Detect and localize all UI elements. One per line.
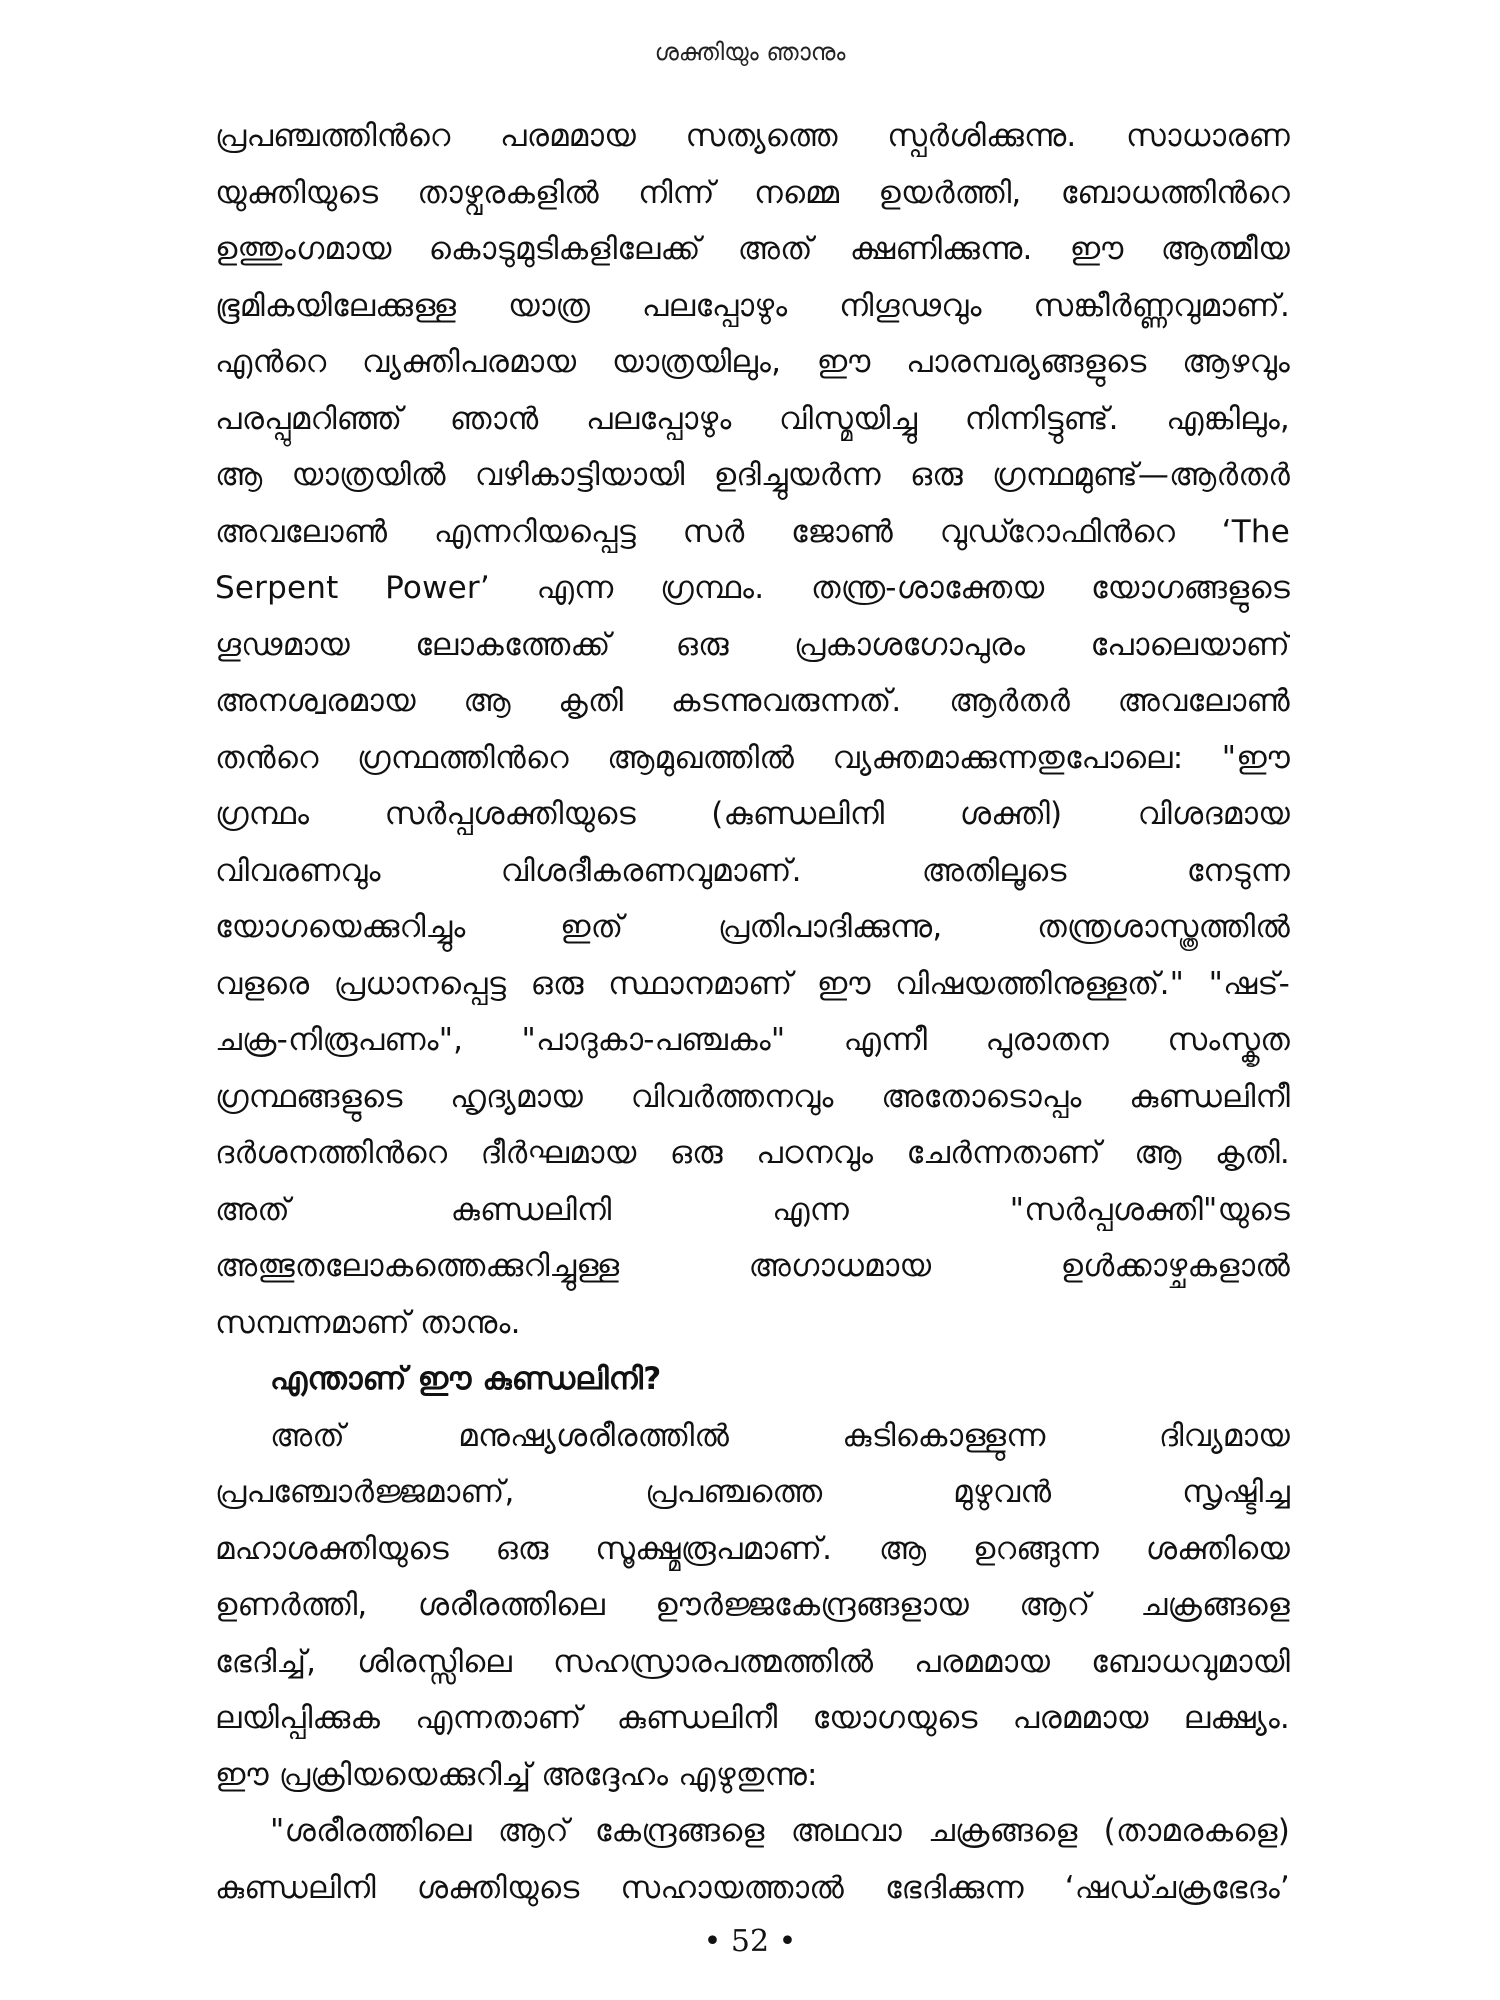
text-line: ഈ പ്രക്രിയയെക്കുറിച്ച് അദ്ദേഹം എഴുതുന്നു: [215,1756,818,1793]
text-line: എൻറെ വ്യക്തിപരമായ യാത്രയിലും, ഈ പാരമ്പര്യങ്ങളുടെ ആഴവും [215,344,1290,380]
text-line: കുണ്ഡലിനി ശക്തിയുടെ സഹായത്താൽ ഭേദിക്കുന്ന ‘ഷഡ്ചക്രഭേദം’ [215,1869,1290,1906]
text-line: ദർശനത്തിൻറെ ദീർഘമായ ഒരു പഠനവും ചേർന്നതാണ് ആ കൃതി. [215,1135,1290,1171]
text-line: ഗൂഢമായ ലോകത്തേക്ക് ഒരു പ്രകാശഗോപുരം പോലെയാണ് [215,626,1290,663]
text-line: "ശരീരത്തിലെ ആറ് കേന്ദ്രങ്ങളെ അഥവാ ചക്രങ്ങളെ (താമരകളെ) [270,1813,1290,1849]
text-line: അത് കുണ്ഡലിനി എന്ന "സർപ്പശക്തി"യുടെ [215,1191,1290,1228]
text-line: യോഗയെക്കുറിച്ചും ഇത് പ്രതിപാദിക്കുന്നു, തന്ത്രശാസ്ത്രത്തിൽ [215,909,1290,945]
text-line: തൻറെ ഗ്രന്ഥത്തിൻറെ ആമുഖത്തിൽ വ്യക്തമാക്കുന്നതുപോലെ: "ഈ [215,739,1290,776]
text-line: പ്രപഞ്ചോർജ്ജമാണ്, പ്രപഞ്ചത്തെ മുഴുവൻ സൃഷ്ടിച്ച [215,1474,1290,1510]
section-heading: എന്താണ് ഈ കുണ്ഡലിനി? [270,1361,662,1397]
text-line: ആ യാത്രയിൽ വഴികാട്ടിയായി ഉദിച്ചുയർന്ന ഒരു ഗ്രന്ഥമുണ്ട്—ആർതർ [215,457,1290,493]
page-number: • 52 • [703,1924,797,1959]
text-line: പരപ്പുമറിഞ്ഞ് ഞാൻ പലപ്പോഴും വിസ്മയിച്ചു നിന്നിട്ടുണ്ട്. എങ്കിലും, [215,400,1290,437]
text-line: ഉണർത്തി, ശരീരത്തിലെ ഊർജ്ജകേന്ദ്രങ്ങളായ ആറ് ചക്രങ്ങളെ [215,1587,1290,1623]
body-text [215,108,1290,1916]
text-line: വളരെ പ്രധാനപ്പെട്ട ഒരു സ്ഥാനമാണ് ഈ വിഷയത്തിനുള്ളത്." "ഷട്- [215,965,1290,1002]
text-line: ഭേദിച്ച്, ശിരസ്സിലെ സഹസ്രാരപത്മത്തിൽ പരമമായ ബോധവുമായി [215,1643,1290,1680]
text-line: അത് മനുഷ്യശരീരത്തിൽ കുടികൊള്ളുന്ന ദിവ്യമായ [270,1417,1290,1454]
text-line: യുക്തിയുടെ താഴ്വരകളിൽ നിന്ന് നമ്മെ ഉയർത്തി, ബോധത്തിൻറെ [215,174,1290,211]
text-line: അവലോൺ എന്നറിയപ്പെട്ട സർ ജോൺ വുഡ്റോഫിൻറെ ‘The [215,513,1290,550]
text-line: Serpent Power’ എന്ന ഗ്രന്ഥം. തന്ത്ര-ശാക്തേയ യോഗങ്ങളുടെ [215,570,1290,606]
text-line: സമ്പന്നമാണ് താനും. [215,1304,521,1341]
text-line: വിവരണവും വിശദീകരണവുമാണ്. അതിലൂടെ നേടുന്ന [215,852,1290,889]
text-line: അനശ്വരമായ ആ കൃതി കടന്നുവരുന്നത്. ആർതർ അവലോൺ [215,683,1290,719]
text-line: ഗ്രന്ഥം സർപ്പശക്തിയുടെ (കുണ്ഡലിനി ശക്തി) വിശദമായ [215,796,1290,832]
running-title: ശക്തിയും ഞാനും [654,38,846,66]
text-line: ചക്ര-നിരൂപണം", "പാദുകാ-പഞ്ചകം" എന്നീ പുരാതന സംസ്കൃത [215,1022,1290,1058]
text-line: ഭൂമികയിലേക്കുള്ള യാത്ര പലപ്പോഴും നിഗൂഢവും സങ്കീർണ്ണവുമാണ്. [215,287,1290,324]
text-line: അത്ഭുതലോകത്തെക്കുറിച്ചുള്ള അഗാധമായ ഉൾക്കാഴ്ചകളാൽ [215,1248,1290,1284]
text-line: ലയിപ്പിക്കുക എന്നതാണ് കുണ്ഡലിനീ യോഗയുടെ പരമമായ ലക്ഷ്യം. [215,1700,1290,1736]
text-line: ഉത്തുംഗമായ കൊടുമുടികളിലേക്ക് അത് ക്ഷണിക്കുന്നു. ഈ ആത്മീയ [215,231,1290,267]
text-line: പ്രപഞ്ചത്തിൻറെ പരമമായ സത്യത്തെ സ്പർശിക്കുന്നു. സാധാരണ [215,118,1290,154]
text-line: ഗ്രന്ഥങ്ങളുടെ ഹൃദ്യമായ വിവർത്തനവും അതോടൊപ്പം കുണ്ഡലിനീ [215,1078,1290,1115]
text-line: മഹാശക്തിയുടെ ഒരു സൂക്ഷ്മരൂപമാണ്. ആ ഉറങ്ങുന്ന ശക്തിയെ [215,1530,1290,1567]
